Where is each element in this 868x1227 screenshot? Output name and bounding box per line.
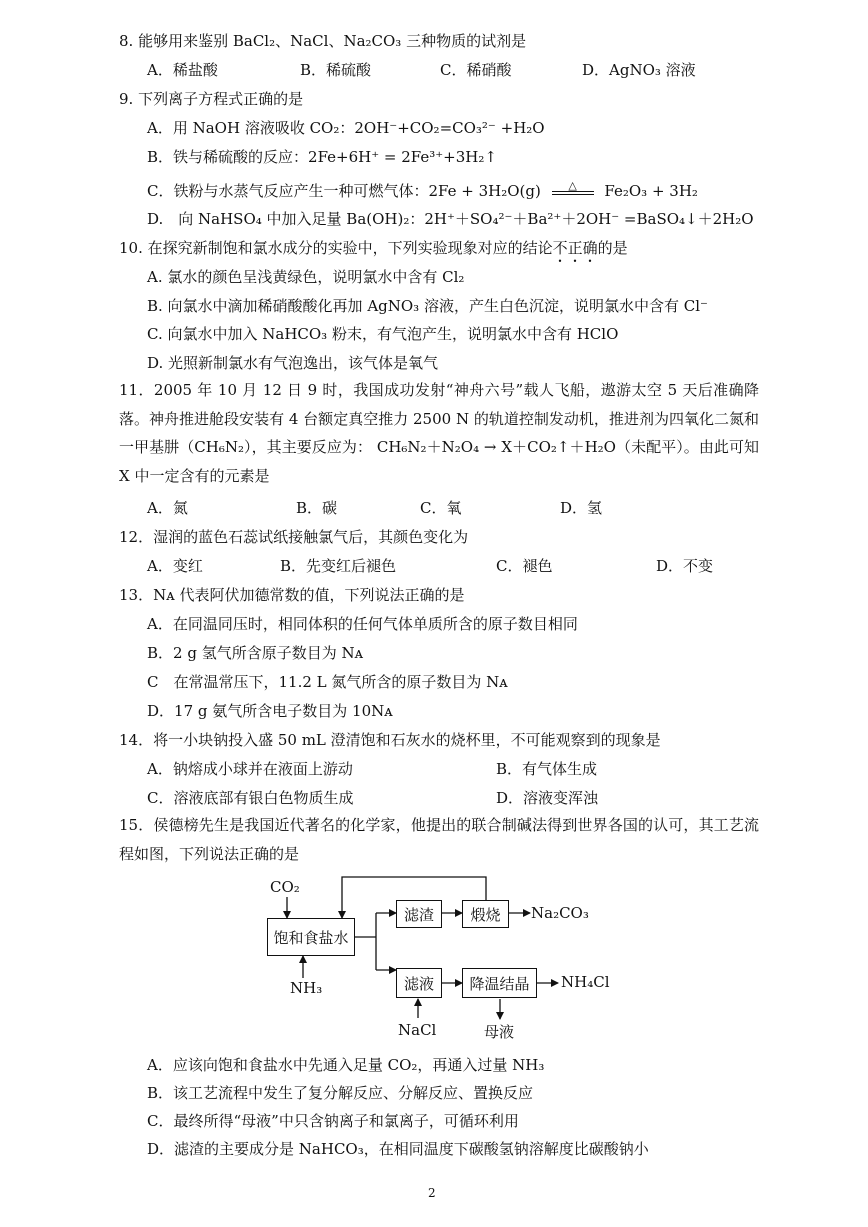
q12-option-d: D．不变 xyxy=(656,557,714,575)
cool-crystallize-box xyxy=(462,968,537,998)
q10-stem-end: 的是 xyxy=(597,239,628,257)
mother-liquor-label: 母液 xyxy=(484,1023,515,1041)
q14-option-b: B．有气体生成 xyxy=(496,760,598,778)
calcine-label: 煅烧 xyxy=(470,905,501,924)
q14-option-d: D．溶液变浑浊 xyxy=(496,789,599,807)
q12-option-a: A．变红 xyxy=(147,557,203,575)
calcine-box xyxy=(462,900,509,928)
nacl-label: NaCl xyxy=(398,1021,437,1039)
q8-option-c: C．稀硝酸 xyxy=(440,61,512,79)
filter-residue-label: 滤渣 xyxy=(403,905,434,924)
q12-stem: 12．湿润的蓝色石蕊试纸接触氯气后，其颜色变化为 xyxy=(119,528,469,546)
q13-option-d: D．17 g 氨气所含电子数目为 10Nᴀ xyxy=(147,702,393,720)
q10-option-b: B. 向氯水中滴加稀硝酸酸化再加 AgNO₃ 溶液，产生白色沉淀，说明氯水中含有 Cl⁻ xyxy=(147,297,708,315)
q10-option-c: C. 向氯水中加入 NaHCO₃ 粉末，有气泡产生，说明氯水中含有 HClO xyxy=(147,325,619,343)
q12-option-b: B．先变红后褪色 xyxy=(280,557,397,575)
q13-stem: 13．Nᴀ 代表阿伏加德常数的值，下列说法正确的是 xyxy=(119,586,465,604)
nh4cl-label: NH₄Cl xyxy=(561,973,610,991)
q9-option-d: D. 向 NaHSO₄ 中加入足量 Ba(OH)₂：2H⁺＋SO₄²⁻＋Ba²⁺＋2OH⁻ =BaSO₄↓＋2H₂O xyxy=(147,210,754,228)
na2co3-label: Na₂CO₃ xyxy=(531,904,589,922)
q11-option-c: C．氧 xyxy=(420,499,462,517)
q11-stem: 11．2005 年 10 月 12 日 9 时，我国成功发射“神舟六号”载人飞船，遨游太空 5 天后准确降落。神舟推进舱段安装有 4 台额定真空推力 2500 N 的轨道控制发动机，推进剂为四氧化二氮和一甲基肼（CH₆N₂），其主要反应为： CH₆N₂＋N₂O₄ → X＋CO₂↑＋H₂O（未配平）。由此可知 X 中一定含有的元素是 xyxy=(119,381,759,486)
q10-option-a: A. 氯水的颜色呈浅黄绿色，说明氯水中含有 Cl₂ xyxy=(147,268,465,286)
filtrate-label: 滤液 xyxy=(403,974,434,993)
page-number: 2 xyxy=(428,1186,436,1200)
cool-crystallize-label: 降温结晶 xyxy=(469,974,530,993)
filtrate-box xyxy=(396,968,442,998)
q8-option-b: B．稀硫酸 xyxy=(300,61,372,79)
q14-option-a: A．钠熔成小球并在液面上游动 xyxy=(147,760,353,778)
q9-option-a: A．用 NaOH 溶液吸收 CO₂：2OH⁻+CO₂=CO₃²⁻ +H₂O xyxy=(147,119,545,137)
q8-option-d: D．AgNO₃ 溶液 xyxy=(582,61,696,79)
q9-option-c-products: Fe₂O₃ + 3H₂ xyxy=(604,182,698,200)
saturated-brine-box xyxy=(267,918,355,956)
q15-option-a: A．应该向饱和食盐水中先通入足量 CO₂，再通入过量 NH₃ xyxy=(147,1056,545,1074)
q14-option-c: C．溶液底部有银白色物质生成 xyxy=(147,789,354,807)
filter-residue-box xyxy=(396,900,442,928)
nh3-label: NH₃ xyxy=(290,979,323,997)
q11-option-b: B．碳 xyxy=(296,499,338,517)
q12-option-c: C．褪色 xyxy=(496,557,553,575)
q15-option-c: C．最终所得“母液”中只含钠离子和氯离子，可循环利用 xyxy=(147,1112,519,1130)
saturated-brine-label: 饱和食盐水 xyxy=(273,928,349,947)
q8-option-a: A．稀盐酸 xyxy=(147,61,218,79)
co2-label: CO₂ xyxy=(270,878,300,896)
q14-stem: 14．将一小块钠投入盛 50 mL 澄清饱和石灰水的烧杯里，不可能观察到的现象是 xyxy=(119,731,661,749)
heat-symbol: △ xyxy=(568,179,577,192)
q13-option-b: B．2 g 氢气所含原子数目为 Nᴀ xyxy=(147,644,364,662)
q9-option-b: B．铁与稀硫酸的反应：2Fe+6H⁺ = 2Fe³⁺+3H₂↑ xyxy=(147,148,497,166)
q15-option-b: B．该工艺流程中发生了复分解反应、分解反应、置换反应 xyxy=(147,1084,534,1102)
q10-stem-text: 10. 在探究新制饱和氯水成分的实验中，下列实验现象对应的结论 xyxy=(119,239,553,257)
q10-stem-emphasis: 不正确 xyxy=(552,239,598,257)
q15-option-d: D．滤渣的主要成分是 NaHCO₃，在相同温度下碳酸氢钠溶解度比碳酸钠小 xyxy=(147,1140,649,1158)
q11-option-a: A．氮 xyxy=(147,499,188,517)
q9-stem: 9. 下列离子方程式正确的是 xyxy=(119,90,304,108)
q9-option-c-reactants: C．铁粉与水蒸气反应产生一种可燃气体：2Fe + 3H₂O(g) xyxy=(147,182,541,200)
q13-option-a: A．在同温同压时，相同体积的任何气体单质所含的原子数目相同 xyxy=(147,615,578,633)
q13-option-c: C 在常温常压下，11.2 L 氮气所含的原子数目为 Nᴀ xyxy=(147,673,508,691)
q10-option-d: D. 光照新制氯水有气泡逸出，该气体是氧气 xyxy=(147,354,439,372)
q15-stem: 15．侯德榜先生是我国近代著名的化学家，他提出的联合制碱法得到世界各国的认可，其工艺流程如图，下列说法正确的是 xyxy=(119,816,759,863)
q8-stem: 8. 能够用来鉴别 BaCl₂、NaCl、Na₂CO₃ 三种物质的试剂是 xyxy=(119,32,527,50)
q11-option-d: D．氢 xyxy=(560,499,603,517)
